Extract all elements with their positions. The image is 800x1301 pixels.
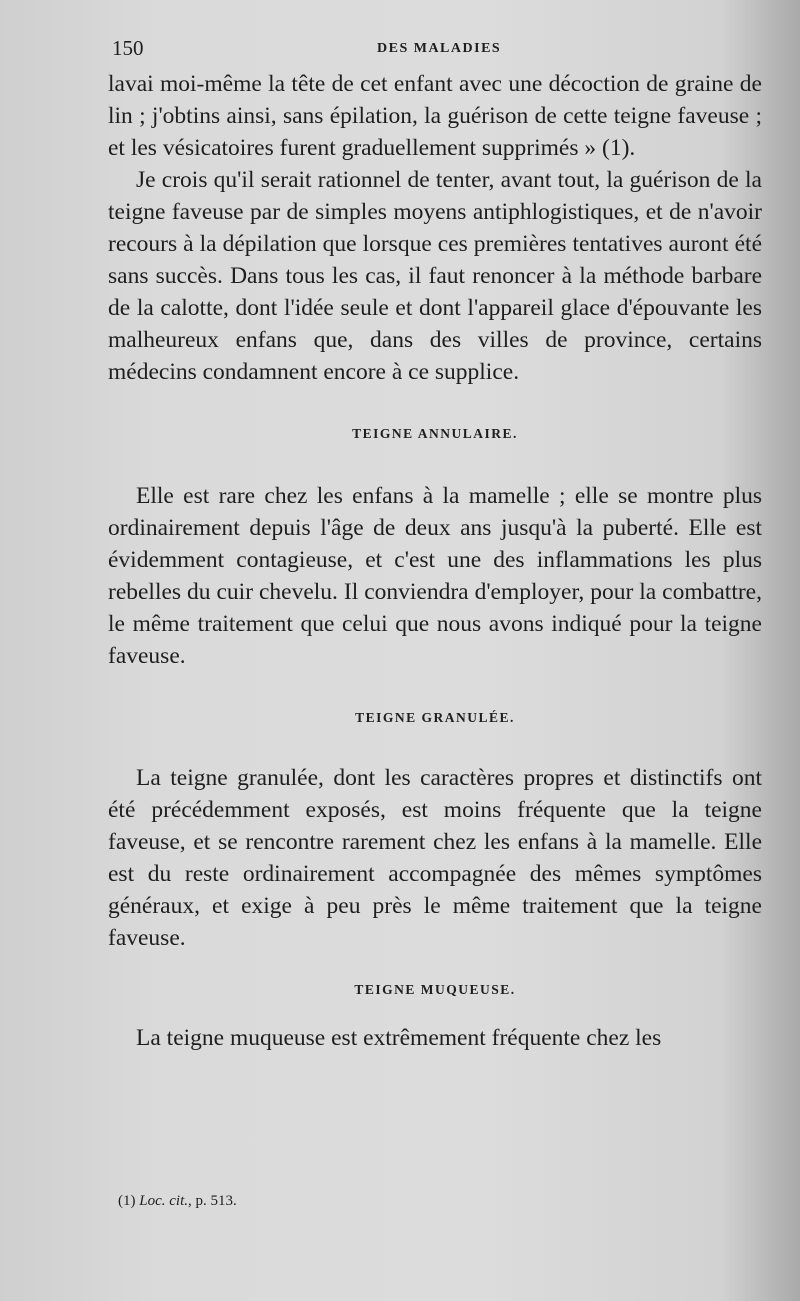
paragraph-teigne-annulaire: Elle est rare chez les enfans à la mamelle ; elle se montre plus ordinairement depuis l'âge de deux ans jusqu'à la puberté. Elle est évidemment contagieuse, et c'est une des inflammations les plus rebelles du cuir chevelu. Il conviendra d'employer, pour la combattre, le même traitement que celui que nous avons indiqué pour la teigne faveuse. — [108, 483, 762, 669]
running-head: DES MALADIES — [377, 41, 502, 56]
paragraph-teigne-granulee: La teigne granulée, dont les caractères propres et distinctifs ont été précédemment exposés, est moins fréquente que la teigne faveuse, et se rencontre rarement chez les enfans à la mamelle. Elle est du reste ordinairement accompagnée des mêmes symptômes généraux, et exige à peu près le même traitement que la teigne faveuse. — [108, 765, 762, 951]
paragraph-teigne-muqueuse: La teigne muqueuse est extrêmement fréquente chez les — [136, 1025, 662, 1051]
heading-teigne-muqueuse: TEIGNE MUQUEUSE. — [354, 982, 516, 997]
footnote-source: Loc. cit. — [139, 1193, 188, 1209]
footnote-page: , p. 513. — [188, 1193, 237, 1209]
heading-teigne-annulaire: TEIGNE ANNULAIRE. — [352, 426, 518, 441]
heading-teigne-granulee: TEIGNE GRANULÉE. — [355, 710, 515, 725]
page-number: 150 — [112, 36, 144, 60]
paragraph-treatment-opinion: Je crois qu'il serait rationnel de tenter, avant tout, la guérison de la teigne faveuse par de simples moyens antiphlogistiques, et de n'avoir recours à la dépilation que lorsque ces premières tentatives auront été sans succès. Dans tous les cas, il faut renoncer à la méthode barbare de la calotte, dont l'idée seule et dont l'appareil glace d'épouvante les malheureux enfans que, dans des villes de province, certains médecins condamnent encore à ce supplice. — [108, 167, 762, 385]
footnote-marker: (1) — [118, 1193, 136, 1209]
body-text — [108, 68, 762, 1054]
footnote — [118, 1193, 237, 1210]
paragraph-continuation: lavai moi-même la tête de cet enfant avec une décoction de graine de lin ; j'obtins ainsi, sans épilation, la guérison de cette teigne faveuse ; et les vésicatoires furent graduellement supprimés » (1). — [108, 71, 762, 161]
page-header — [112, 36, 762, 60]
